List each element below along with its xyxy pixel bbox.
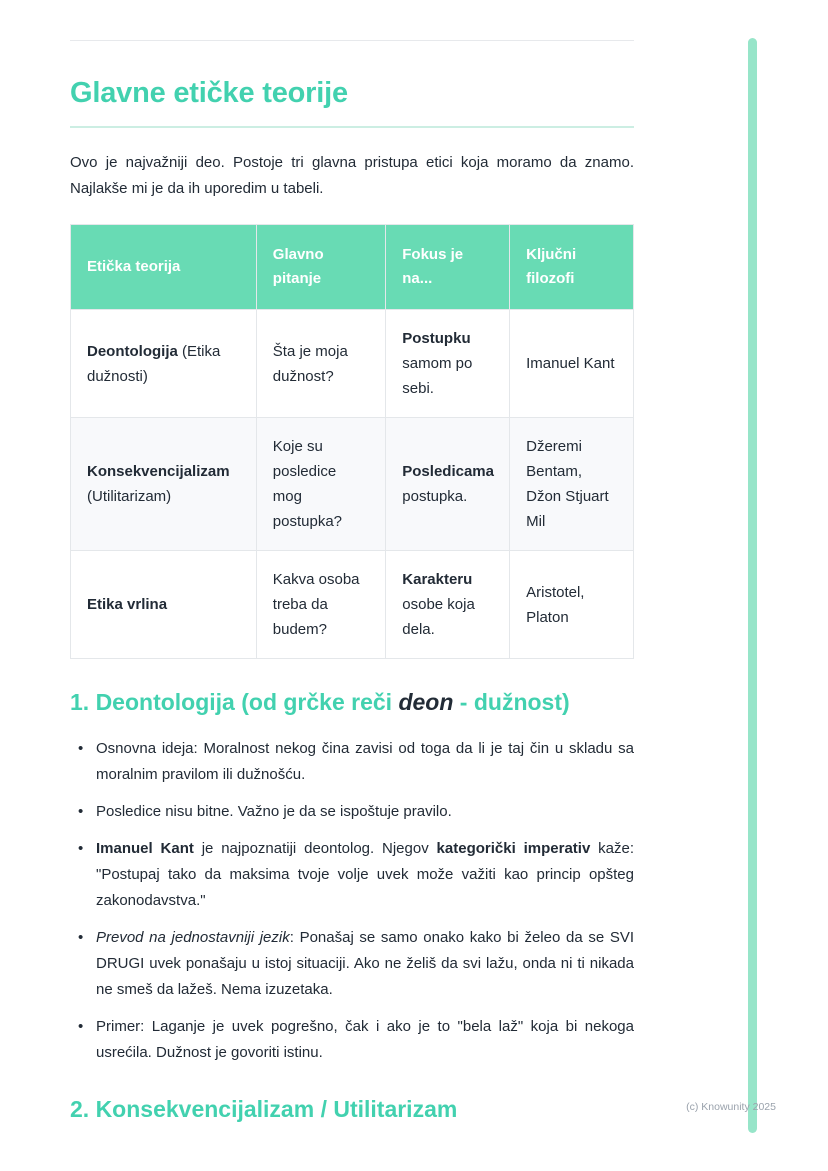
table-row (71, 418, 634, 551)
question-cell: Šta je moja dužnost? (256, 310, 385, 418)
table-header-row (71, 225, 634, 310)
philosophers-cell: Džeremi Bentam, Džon Stjuart Mil (510, 418, 634, 551)
table-row (71, 551, 634, 659)
philosophers-cell: Aristotel, Platon (510, 551, 634, 659)
focus-cell: Posledicama postupka. (386, 418, 510, 551)
bullet-item: • Primer: Laganje je uvek pogrešno, čak i ako je to "bela laž" koja bi nekoga usrećila. Dužnost je govoriti istinu. (70, 1014, 634, 1066)
ethics-comparison-table (70, 224, 634, 659)
column-header-focus: Fokus je na... (386, 225, 510, 310)
philosophers-cell: Imanuel Kant (510, 310, 634, 418)
top-divider (70, 40, 634, 41)
bullet-item: • Imanuel Kant je najpoznatiji deontolog. Njegov kategorički imperativ kaže: "Postupaj tako da maksima tvoje volje uvek može važiti kao princip opšteg zakonodavstva." (70, 836, 634, 914)
section-heading-consequentialism: 2. Konsekvencijalizam / Utilitarizam (70, 1096, 458, 1123)
theory-cell: Konsekvencijalizam (Utilitarizam) (71, 418, 257, 551)
focus-cell: Postupku samom po sebi. (386, 310, 510, 418)
deontology-bullet-list (70, 736, 634, 1066)
bullet-item: • Posledice nisu bitne. Važno je da se ispoštuje pravilo. (70, 799, 634, 825)
focus-cell: Karakteru osobe koja dela. (386, 551, 510, 659)
table-row (71, 310, 634, 418)
question-cell: Koje su posledice mog postupka? (256, 418, 385, 551)
theory-cell: Deontologija (Etika dužnosti) (71, 310, 257, 418)
question-cell: Kakva osoba treba da budem? (256, 551, 385, 659)
bullet-item: • Osnovna ideja: Moralnost nekog čina zavisi od toga da li je taj čin u skladu sa moralnim pravilom ili dužnošću. (70, 736, 634, 788)
column-header-question: Glavno pitanje (256, 225, 385, 310)
bullet-item: • Prevod na jednostavniji jezik: Ponašaj se samo onako kako bi želeo da se SVI DRUGI uvek ponašaju u istoj situaciji. Ako ne želiš da svi lažu, onda ni ti nikada ne smeš da lažeš. Nema izuzetaka. (70, 925, 634, 1003)
section-heading-deontology: 1. Deontologija (od grčke reči deon - dužnost) (70, 689, 570, 716)
title-underline (70, 126, 634, 128)
column-header-philosophers: Ključni filozofi (510, 225, 634, 310)
footer-credit: (c) Knowunity 2025 (686, 1101, 776, 1113)
theory-cell: Etika vrlina (71, 551, 257, 659)
document-page (70, 0, 634, 1143)
column-header-theory: Etička teorija (71, 225, 257, 310)
intro-paragraph: Ovo je najvažniji deo. Postoje tri glavna pristupa etici koja moramo da znamo. Najlakše mi je da ih uporedim u tabeli. (70, 154, 634, 198)
page-title: Glavne etičke teorije (70, 77, 348, 109)
page-edge-bar (748, 38, 757, 1133)
